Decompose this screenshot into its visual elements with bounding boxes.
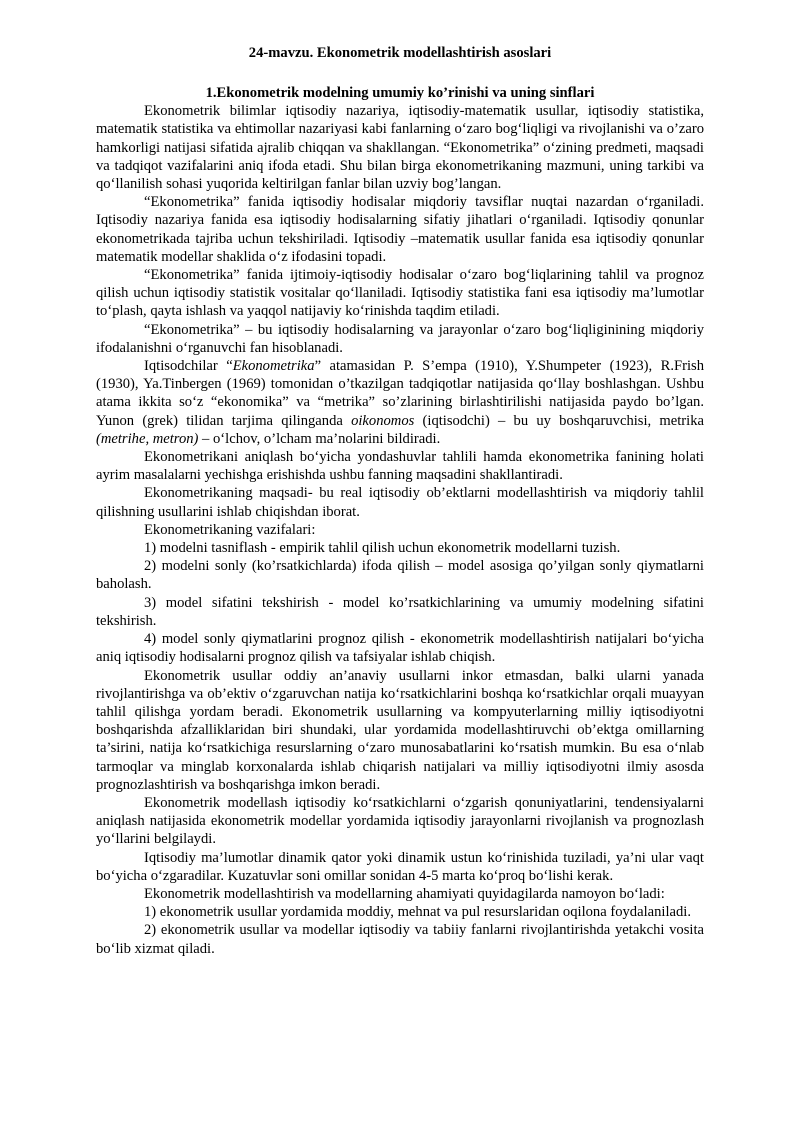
etymology-term-oikonomos: oikonomos xyxy=(351,412,415,429)
paragraph-definition: “Ekonometrika” – bu iqtisodiy hodisalarning va jarayonlar o‘zaro bog‘liqliginining miqdoriy ifodalanishni o‘rganuvchi fan hisoblanadi. xyxy=(96,321,704,356)
etymology-text-b: ” atamasidan P. S’empa (1910), Y.Shumpeter (1923), R.Frish (1930), Ya.Tinbergen (1969) tomonidan o’tkazilgan tadqiqotlar natijasida qo‘llay boshlashgan. Ushbu atama ikkita so‘z “ekonomika” va “metrika” so’zlarining birlashtirilishi natijasida paydo bo’lgan. Yunon (grek) tilidan tarjima qilinganda xyxy=(96,358,704,429)
list-item-task: 3) model sifatini tekshirish - model ko’rsatkichlarining va umumiy modelning sifatini tekshirish. xyxy=(96,594,704,629)
page-title: 24-mavzu. Ekonometrik modellashtirish asoslari xyxy=(248,45,552,61)
paragraph-quantitative: “Ekonometrika” fanida iqtisodiy hodisalar miqdoriy tavsiflar nuqtai nazardan o‘rganiladi. Iqtisodiy nazariya fanida esa iqtisodiy hodisalarning sifatiy jihatlari o‘rganiladi. Iqtisodiy qonunlar ekonometrikada tajriba uchun tekshiriladi. Iqtisodiy –matematik usullar fanida esa iqtisodiy qonunlar matematik modellar shaklida o‘z ifodasini topadi. xyxy=(96,194,704,265)
paragraph-etymology xyxy=(96,357,704,448)
list-item-task: 4) model sonly qiymatlarini prognoz qilish - ekonometrik modellashtirish natijalari bo‘yicha aniq iqtisodiy hodisalarni prognoz qilish va tafsiyalar ishlab chiqish. xyxy=(96,631,704,666)
paragraph-statistical-tools: “Ekonometrika” fanida ijtimoiy-iqtisodiy hodisalar o‘zaro bog‘liqlarining tahlil va prognoz qilish uchun iqtisodiy statistik vositalar qo‘llaniladi. Iqtisodiy statistika fani esa iqtisodiy ma’lumotlar to‘plash, qayta ishlash va yaqqol natijaviy ko‘rinishda taqdim etiladi. xyxy=(96,267,704,320)
paragraph-tasks-heading: Ekonometrikaning vazifalari: xyxy=(144,521,316,538)
paragraph-importance-heading: Ekonometrik modellashtirish va modellarning ahamiyati quyidagilarda namoyon bo‘ladi: xyxy=(144,885,665,902)
list-item-importance: 1) ekonometrik usullar yordamida moddiy, mehnat va pul resurslaridan oqilona foydalaniladi. xyxy=(144,904,691,921)
paragraph-approaches: Ekonometrikani aniqlash bo‘yicha yondashuvlar tahlili hamda ekonometrika fanining holati ayrim masalalarni yechishga erishishda ushbu fanning maqsadini shakllantiradi. xyxy=(96,449,704,484)
etymology-text-c: (iqtisodchi) – bu uy boshqaruvchisi, metrika xyxy=(414,412,704,429)
paragraph-modelling: Ekonometrik modellash iqtisodiy ko‘rsatkichlarni o‘zgarish qonuniyatlarini, tendensiyalarni aniqlash natijasida ekonometrik modellar yordamida iqtisodiy jarayonlarni rivojlanish va prognozlash yo‘llarini belgilaydi. xyxy=(96,794,704,848)
etymology-term-metrihe: (metrihe, metron) xyxy=(96,430,199,447)
paragraph-methods: Ekonometrik usullar oddiy an’anaviy usullarni inkor etmasdan, balki ularni yanada rivojlantirishga va ob’ektiv o‘zgaruvchan natija ko‘rsatkichlarini boshqa ko‘rsatkichlar orqali muayyan tahlil qilishga yordam beradi. Ekonometrik usullarning va kompyuterlarning milliy iqtisodiyotni boshqarishda afzalliklaridan biri shundaki, ular yordamida modellashtiruvchi ob’ektga omillarning ta’sirini, natija ko‘rsatkichiga resurslarning o‘zaro munosabatlarini ko‘rsatish mumkin. Bu esa o‘nlab tarmoqlar va minglab korxonalarda ishlab chiqarish natijalari va milliy iqtisodiyotni ilmiy asosda prognozlashtirish va boshqarishga imkon beradi. xyxy=(96,667,704,793)
list-item-importance: 2) ekonometrik usullar va modellar iqtisodiy va tabiiy fanlarni rivojlantirishda yetakchi vosita bo‘lib xizmat qiladi. xyxy=(96,922,704,957)
section-heading: 1.Ekonometrik modelning umumiy ko’rinishi va uning sinflari xyxy=(205,85,595,101)
list-item-task: 2) modelni sonly (ko’rsatkichlarda) ifoda qilish – model asosiga qo’yilgan sonly qiymatlarni baholash. xyxy=(96,558,704,593)
paragraph-data: Iqtisodiy ma’lumotlar dinamik qator yoki dinamik ustun ko‘rinishida tuziladi, ya’ni ular vaqt bo‘yicha o‘zgaradilar. Kuzatuvlar soni omillar sonidan 4-5 marta ko‘proq bo‘lishi kerak. xyxy=(96,849,704,884)
etymology-text-d: – o‘lchov, o’lcham ma’nolarini bildiradi. xyxy=(198,430,441,447)
paragraph-intro: Ekonometrik bilimlar iqtisodiy nazariya, iqtisodiy-matematik usullar, iqtisodiy statistika, matematik statistika va ehtimollar nazariyasi kabi fanlarning o‘zaro bog‘liqligi va rivojlanishi va o’zaro hamkorligi natijasi sifatida ajralib chiqqan va shakllangan. “Ekonometrika” o‘zining predmeti, maqsadi va tadqiqot vazifalarini aniq ifoda etadi. Shu bilan birga ekonometrikaning mazmuni, uning tarkibi va qo‘llanilish sohasi yuqorida keltirilgan fanlar bilan uzviy bog’langan. xyxy=(96,103,704,193)
list-item-task: 1) modelni tasniflash - empirik tahlil qilish uchun ekonometrik modellarni tuzish. xyxy=(144,540,621,557)
etymology-text-a: Iqtisodchilar “ xyxy=(144,358,233,375)
etymology-term-ekonometrika: Ekonometrika xyxy=(232,358,315,375)
paragraph-goal: Ekonometrikaning maqsadi- bu real iqtisodiy ob’ektlarni modellashtirish va miqdoriy tahlil qilishning usullarini ishlab chiqishdan iborat. xyxy=(96,485,704,520)
